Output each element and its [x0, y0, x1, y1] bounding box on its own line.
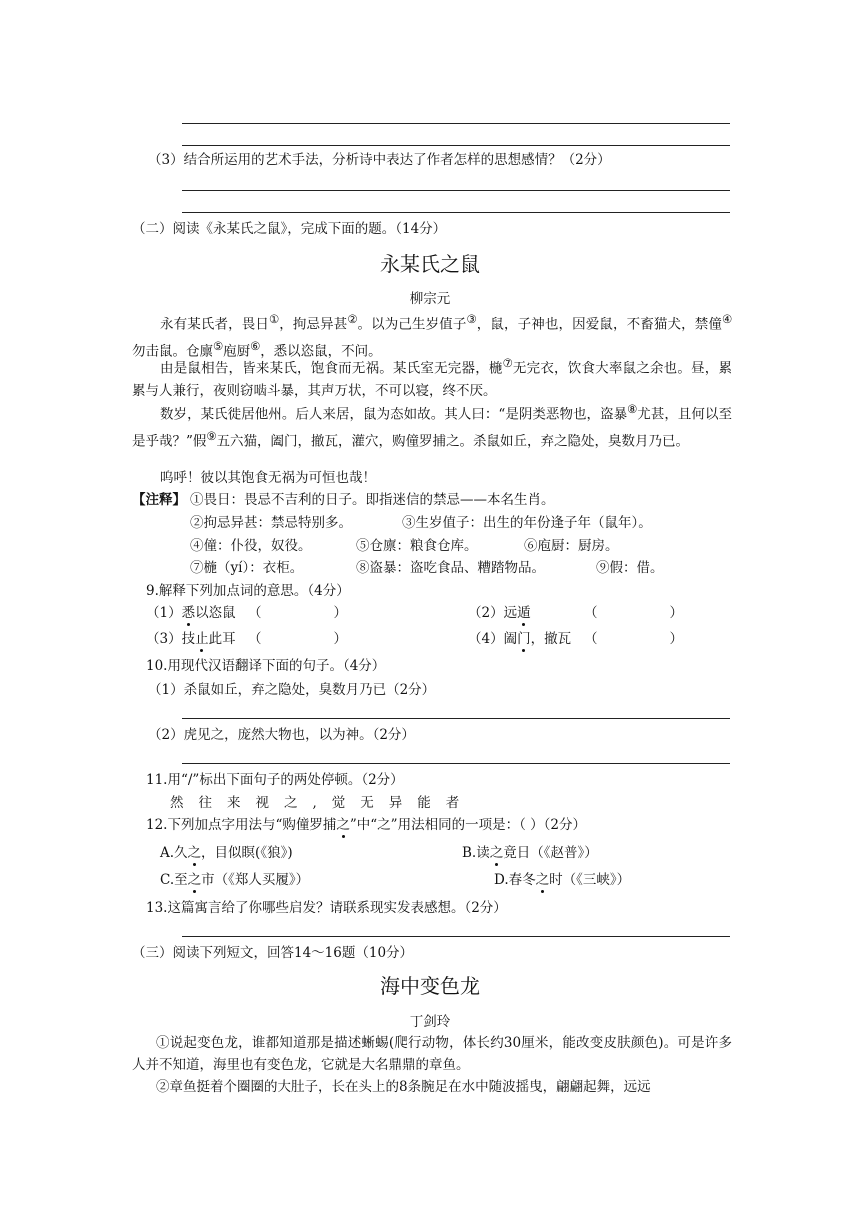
- q9-item-3: （3）技止此耳: [146, 631, 236, 647]
- note-1: ①畏日：畏忌不吉利的日子。即指迷信的禁忌——本名生肖。: [190, 492, 555, 508]
- paragraph-4: 呜呼！彼以其饱食无祸为可恒也哉！: [160, 470, 376, 486]
- question-9: 9.解释下列加点词的意思。（4分）: [146, 583, 350, 599]
- note-2: ②拘忌异甚：禁忌特别多。: [190, 515, 352, 531]
- q9-blank-4[interactable]: （ ）: [584, 631, 683, 647]
- q9-item-4: （4）阖门，撤瓦: [468, 631, 572, 647]
- note-3: ③生岁值子：出生的年份逢子年（鼠年）。: [402, 515, 652, 531]
- passage-author: 柳宗元: [409, 291, 451, 307]
- passage-title-2: 海中变色龙: [380, 974, 480, 998]
- q11-sentence[interactable]: 然往来视之,觉无异能者: [170, 795, 475, 811]
- note-8: ⑧盗暴：盗吃食品、糟踏物品。: [356, 560, 545, 576]
- q12-option-d[interactable]: D.春冬之时（《三峡》）: [494, 872, 631, 888]
- answer-line: [182, 123, 730, 124]
- answer-line: [182, 190, 730, 191]
- question-3: （3）结合所运用的艺术手法，分析诗中表达了作者怎样的思想感情？（2分）: [148, 152, 611, 168]
- note-6: ⑥庖厨：厨房。: [524, 538, 619, 554]
- q9-blank-3[interactable]: （ ）: [248, 631, 347, 647]
- section-3-heading: （三）阅读下列短文，回答14～16题（10分）: [132, 945, 414, 961]
- q9-blank-1[interactable]: （ ）: [248, 605, 347, 621]
- q12-option-c[interactable]: C.至之市（《郑人买履》）: [160, 872, 310, 888]
- note-9: ⑨假：借。: [596, 560, 664, 576]
- question-13: 13.这篇寓言给了你哪些启发？请联系现实发表感想。（2分）: [146, 900, 507, 916]
- q9-item-1: （1）悉以恣鼠: [146, 605, 236, 621]
- passage-title: 永某氏之鼠: [380, 252, 480, 276]
- q10-sentence-2: （2）虎见之，庞然大物也，以为神。（2分）: [148, 727, 415, 743]
- q9-item-2: （2）远遁: [468, 605, 531, 621]
- note-5: ⑤仓廪：粮食仓库。: [356, 538, 478, 554]
- passage-author-2: 丁剑玲: [409, 1014, 451, 1030]
- paragraph-3-1: ①说起变色龙，谁都知道那是描述蜥蜴(爬行动物，体长约30厘米，能改变皮肤颜色)。可是许多人并不知道，海里也有变色龙，它就是大名鼎鼎的章鱼。: [132, 1035, 732, 1073]
- q12-option-b[interactable]: B.读之竟日（《赵普》）: [462, 845, 598, 861]
- paragraph-3-2: ②章鱼挺着个圈圈的大肚子，长在头上的8条腕足在水中随波摇曳，翩翩起舞，远远: [156, 1079, 651, 1095]
- question-11: 11.用“/”标出下面句子的两处停顿。（2分）: [146, 772, 404, 788]
- answer-line[interactable]: [182, 718, 730, 719]
- answer-line: [182, 145, 730, 146]
- paragraph-2: 由是鼠相告，皆来某氏，饱食而无祸。某氏室无完器，椸⑦无完衣，饮食大率鼠之余也。昼，累累与人兼行，夜则窃啮斗暴，其声万状，不可以寝，终不厌。: [132, 357, 732, 399]
- paragraph-1: 永有某氏者，畏日①，拘忌异甚②。以为己生岁值子③，鼠，子神也，因爱鼠，不畜猫犬，禁僮④勿击鼠。仓廪⑤庖厨⑥，悉以恣鼠，不问。: [132, 313, 733, 359]
- q10-sentence-1: （1）杀鼠如丘，弃之隐处，臭数月乃已（2分）: [148, 682, 436, 698]
- answer-line: [182, 212, 730, 213]
- section-2-heading: （二）阅读《永某氏之鼠》，完成下面的题。（14分）: [132, 221, 447, 237]
- q12-option-a[interactable]: A.久之，目似瞑(《狼》): [160, 845, 293, 861]
- answer-line[interactable]: [182, 936, 730, 937]
- note-4: ④僮：仆役，奴役。: [190, 538, 312, 554]
- question-12: 12.下列加点字用法与“购僮罗捕之”中“之”用法相同的一项是：（ ）（2分）: [146, 817, 586, 833]
- answer-line[interactable]: [182, 763, 730, 764]
- note-7: ⑦椸（yí）：衣柜。: [190, 560, 304, 576]
- notes-label: 【注释】: [132, 492, 186, 508]
- paragraph-3: 数岁，某氏徙居他州。后人来居，鼠为态如故。其人曰：“是阴类恶物也，盗暴⑧尤甚，且何以至是乎哉？”假⑨五六猫，阖门，撤瓦，灌穴，购僮罗捕之。杀鼠如丘，弃之隐处，臭数月乃已。: [132, 403, 732, 449]
- question-10: 10.用现代汉语翻译下面的句子。（4分）: [146, 658, 386, 674]
- q9-blank-2[interactable]: （ ）: [584, 605, 683, 621]
